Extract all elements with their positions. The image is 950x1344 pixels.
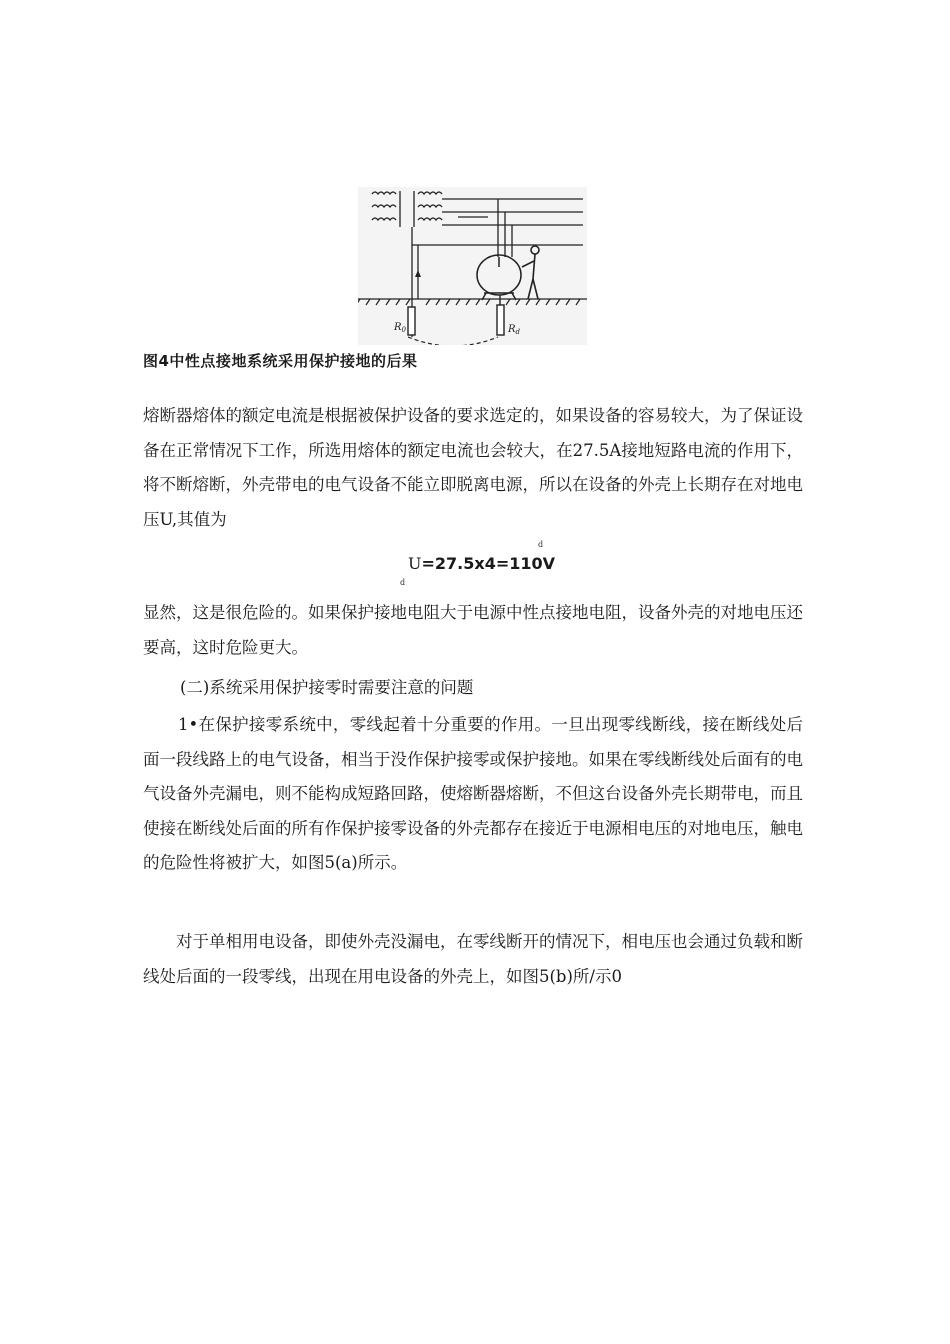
figure-caption: 图4中性点接地系统采用保护接地的后果 (143, 352, 418, 370)
paragraph-neutral-break: 1•在保护接零系统中，零线起着十分重要的作用。一旦出现零线断线，接在断线处后面一段线路上的电气设备，相当于没作保护接零或保护接地。如果在零线断线处后面有的电气设备外壳漏电，则不能构成短路回路，使熔断器熔断，不但这台设备外壳长期带电，而且使接在断线处后面的所有作保护接零设备的外壳都存在接近于电源相电压的对地电压，触电的危险性将被扩大，如图5(a)所示。 (143, 715, 803, 872)
formula (400, 540, 600, 590)
formula-expression (408, 554, 555, 573)
paragraph-danger: 显然，这是很危险的。如果保护接地电阻大于电源中性点接地电阻，设备外壳的对地电压还要高，这时危险更大。 (143, 603, 803, 657)
section-heading: (二)系统采用保护接零时需要注意的问题 (180, 678, 474, 697)
paragraph-single-phase: 对于单相用电设备，即使外壳没漏电，在零线断开的情况下，相电压也会通过负载和断线处后面的一段零线，出现在用电设备的外壳上，如图5(b)所/示0 (143, 932, 803, 986)
ground-resistor-label-right: $R_d$ (508, 324, 521, 336)
formula-subscript-top: d (538, 540, 544, 549)
grounding-diagram (358, 187, 587, 345)
formula-expr: =27.5x4=110V (421, 554, 556, 573)
grounding-diagram-figure (358, 187, 587, 345)
formula-subscript-bottom: d (400, 578, 406, 587)
paragraph-fuse-current: 熔断器熔体的额定电流是根据被保护设备的要求选定的，如果设备的容易较大，为了保证设备在正常情况下工作，所选用熔体的额定电流也会较大，在27.5A接地短路电流的作用下，将不断熔断，外壳带电的电气设备不能立即脱离电源，所以在设备的外壳上长期存在对地电压U,其值为 (143, 406, 803, 529)
formula-u: U (408, 554, 422, 573)
ground-resistor-label-left: $R_0$ (394, 322, 406, 334)
